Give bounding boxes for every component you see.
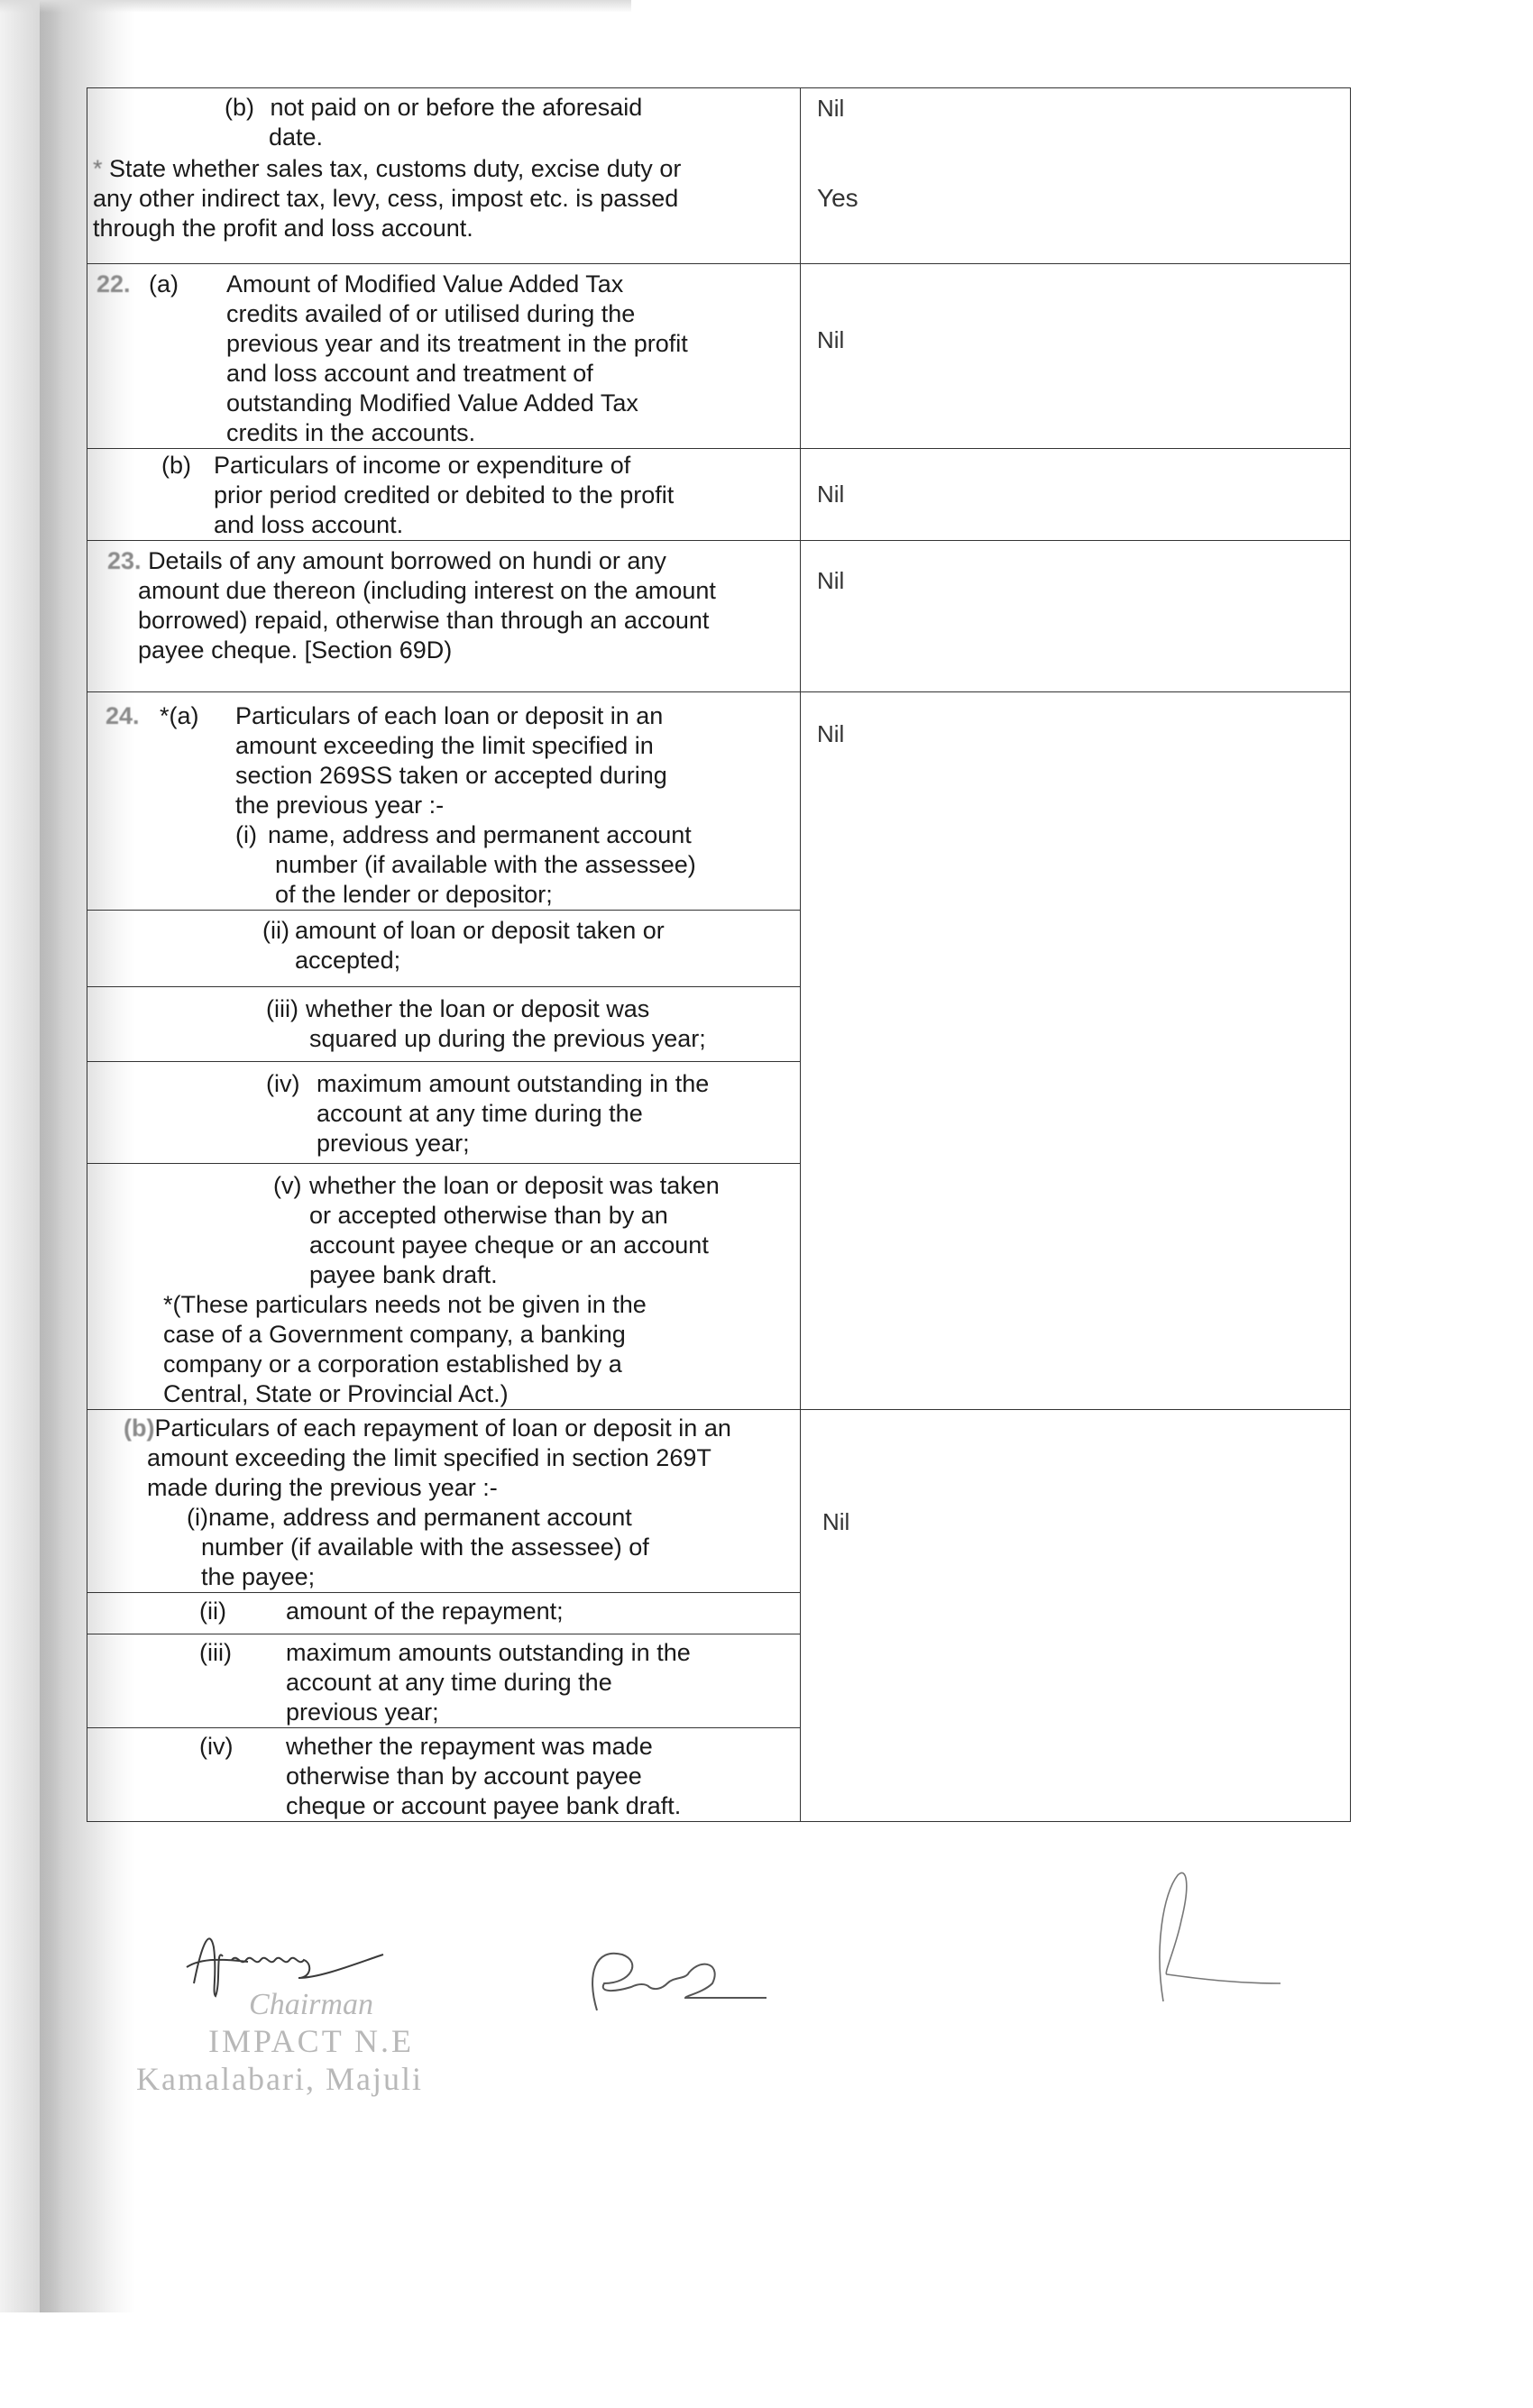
note-line: through the profit and loss account. [93,215,473,242]
stamp-role: Chairman [249,1988,373,2021]
subitem-line: maximum amounts outstanding in the [286,1639,691,1666]
subitem-line: account payee cheque or an account [309,1231,709,1259]
row-22a-particulars [87,264,801,449]
third-signature [1145,1857,1290,2010]
item-label: (a) [149,270,179,298]
second-signature [577,1938,848,2019]
row-22a-value [801,264,1351,449]
subitem-label: (iii) [266,995,298,1022]
subitem-line: maximum amount outstanding in the [317,1070,710,1097]
stamp-place: Kamalabari, Majuli [136,2061,423,2097]
row-24a-iv [87,1062,801,1164]
line: amount due thereon (including interest on the amount [138,577,716,604]
subitem-line: whether the loan or deposit was taken [309,1172,720,1199]
row-24b-value [801,1410,1351,1822]
subitem-line: of the lender or depositor; [275,881,553,908]
line: and loss account and treatment of [226,360,593,387]
note-marker: * [93,155,103,182]
value-yes: Yes [817,184,858,212]
value-nil: Nil [817,720,845,747]
item-label: (b) [161,452,191,479]
footnote-line: company or a corporation established by a [163,1350,622,1378]
subitem-label: (i) [235,821,257,848]
subitem-label: (iv) [266,1070,300,1097]
row-24b-ii [87,1593,801,1634]
subitem-line: previous year; [286,1698,439,1726]
subitem-line: squared up during the previous year; [309,1025,706,1052]
subitem-line: number (if available with the assessee) of [201,1534,649,1561]
subitem-line: name, address and permanent account [268,821,692,848]
value-nil: Nil [822,1508,850,1535]
subitem-line: account at any time during the [286,1669,612,1696]
line: previous year and its treatment in the profit [226,330,688,357]
footnote-line: *(These particulars needs not be given in the [163,1291,647,1318]
subitem-label: (ii) [262,917,289,944]
line: not paid on or before the aforesaid [270,94,643,121]
row-24b-iii [87,1634,801,1728]
item-label: *(a) [160,702,199,729]
line: credits availed of or utilised during the [226,300,636,327]
intro-line: amount exceeding the limit specified in [235,732,654,759]
intro-line: the previous year :- [235,792,445,819]
subitem-line: amount of loan or deposit taken or [295,917,665,944]
line: prior period credited or debited to the profit [214,481,675,508]
line: borrowed) repaid, otherwise than through an account [138,607,710,634]
intro-line: Particulars of each repayment of loan or deposit in an [154,1415,731,1442]
subitem-line: number (if available with the assessee) [275,851,696,878]
subitem-label: (iv) [199,1733,234,1760]
row-22b-value [801,449,1351,541]
row-23-value [801,541,1351,692]
row-24a-ii [87,911,801,987]
line: Amount of Modified Value Added Tax [226,270,624,298]
table-row [87,449,1351,541]
row-24a-value [801,692,1351,1410]
value-nil: Nil [817,567,845,594]
subitem-line: cheque or account payee bank draft. [286,1792,682,1819]
item-label: (b) [225,94,254,121]
value-nil: Nil [817,481,845,508]
row-21b-particulars [87,88,801,264]
row-21b-value [801,88,1351,264]
subitem-line: amount of the repayment; [286,1598,564,1625]
item-number: 23. [107,547,142,574]
row-23-particulars [87,541,801,692]
subitem-label: (ii) [199,1598,226,1625]
table-row [87,692,1351,911]
chairman-stamp [136,1988,437,2098]
scan-top-fade [0,0,631,13]
line: credits in the accounts. [226,419,476,446]
row-24b-intro [87,1410,801,1593]
footnote-line: case of a Government company, a banking [163,1321,626,1348]
intro-line: amount exceeding the limit specified in section 269T [147,1444,711,1471]
subitem-line: whether the repayment was made [286,1733,653,1760]
footnote [87,1290,800,1409]
table-row [87,541,1351,692]
intro-line: section 269SS taken or accepted during [235,762,667,789]
value-nil: Nil [817,326,845,353]
item-number: 22. [96,270,131,298]
line: Particulars of income or expenditure of [214,452,631,479]
line: date. [269,124,324,151]
footnote-line: Central, State or Provincial Act.) [163,1380,509,1407]
line: Details of any amount borrowed on hundi or any [148,547,666,574]
row-22b-particulars [87,449,801,541]
line: outstanding Modified Value Added Tax [226,389,638,417]
row-24a-intro [87,692,801,911]
subitem-line: name, address and permanent account [207,1504,632,1531]
note-line: any other indirect tax, levy, cess, impost etc. is passed [93,185,679,212]
row-24b-iv [87,1728,801,1822]
subitem-label: (v) [273,1172,302,1199]
subitem-line: previous year; [317,1130,470,1157]
subitem-line: otherwise than by account payee [286,1763,642,1790]
table-row [87,88,1351,264]
subitem-label: (i) [187,1504,208,1531]
subitem-label: (iii) [199,1639,232,1666]
table-row [87,264,1351,449]
row-24a-v [87,1164,801,1410]
subitem-line: whether the loan or deposit was [306,995,650,1022]
intro-line: Particulars of each loan or deposit in an [235,702,664,729]
line: and loss account. [214,511,404,538]
line: payee cheque. [Section 69D) [138,636,453,664]
subitem-line: payee bank draft. [309,1261,498,1288]
stamp-organization: IMPACT N.E [207,2023,415,2059]
intro-line: made during the previous year :- [147,1474,498,1501]
row-24a-iii [87,987,801,1062]
item-label: (b) [124,1415,155,1442]
subitem-line: the payee; [201,1563,316,1590]
value-nil: Nil [817,95,845,122]
subitem-line: accepted; [295,947,401,974]
subitem-line: account at any time during the [317,1100,643,1127]
item-number: 24. [106,702,140,729]
tax-audit-table [87,87,1351,1822]
table-row [87,1410,1351,1593]
subitem-line: or accepted otherwise than by an [309,1202,668,1229]
note-line: State whether sales tax, customs duty, excise duty or [109,155,682,182]
